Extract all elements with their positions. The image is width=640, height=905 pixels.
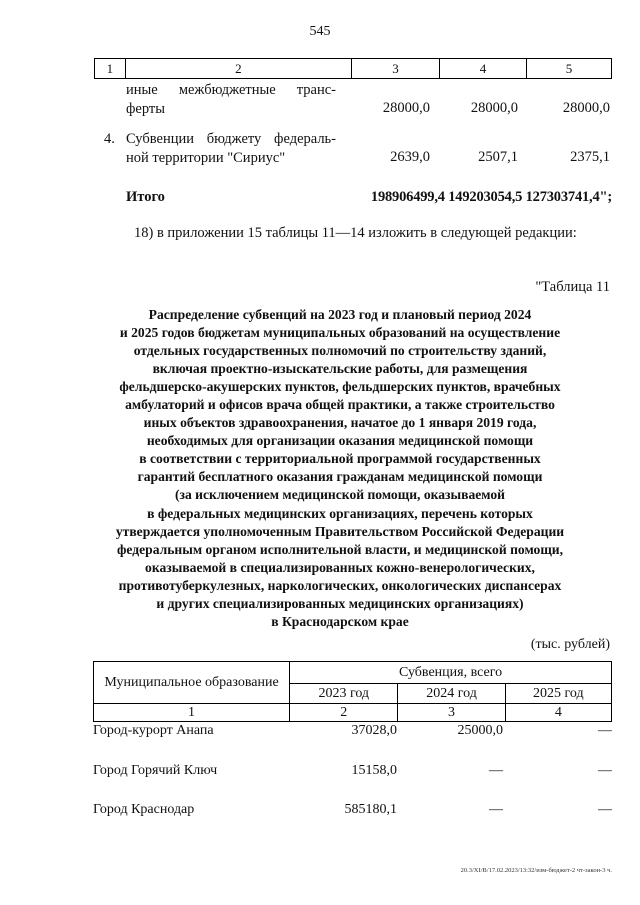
title-line: в соответствии с территориальной программой государственных	[139, 451, 541, 467]
title-line: и других специализированных медицинских организациях)	[156, 595, 524, 611]
title-line: и 2025 годов бюджетам муниципальных образований на осуществление	[119, 325, 561, 341]
title-line: (за исключением медицинской помощи, оказываемой	[175, 487, 505, 503]
municipality-name: Город-курорт Анапа	[93, 723, 214, 738]
value-2024: —	[489, 763, 503, 778]
title-line: фельдшерско-акушерских пунктов, фельдшерских пунктов, врачебных	[119, 379, 561, 395]
col-year-2024-header: 2024 год	[398, 684, 505, 704]
value-2023: 37028,0	[351, 723, 397, 738]
row1-label-line2: ферты	[126, 101, 165, 117]
title-line: в федеральных медицинских организациях, перечень которых	[147, 505, 533, 521]
value-2025: —	[598, 802, 612, 817]
index-col-2: 2	[290, 704, 398, 722]
title-line: в Краснодарском крае	[271, 613, 409, 629]
value-2023: 585180,1	[344, 802, 397, 817]
row1-value-2024: 28000,0	[470, 100, 518, 116]
continuation-table-header	[94, 58, 612, 79]
value-2023: 15158,0	[351, 763, 397, 778]
index-col-4: 4	[505, 704, 611, 722]
title-line: оказываемой в специализированных кожно-венерологических,	[145, 559, 535, 575]
value-2025: —	[598, 763, 612, 778]
title-line: амбулаторий и офисов врача общей практики, а также строительство	[125, 397, 555, 413]
subvention-table-header	[93, 661, 612, 722]
document-footer: 20.3/XI/В/17.02.2023/13:32/изм-бюджет-2 чт-закон-3 ч.	[460, 867, 612, 874]
title-line: необходимых для организации оказания медицинской помощи	[146, 433, 534, 449]
title-line: отдельных государственных полномочий по строительству зданий,	[133, 343, 547, 359]
title-line: гарантий бесплатного оказания гражданам медицинской помощи	[137, 469, 543, 485]
col-municipality-header: Муниципальное образование	[94, 662, 290, 704]
row2-value-2023: 2639,0	[390, 149, 430, 165]
table-title	[60, 306, 620, 631]
row2-value-2024: 2507,1	[478, 149, 518, 165]
header-col-4: 4	[439, 59, 526, 79]
total-values: 198906499,4 149203054,5 127303741,4";	[370, 189, 612, 205]
col-year-2023-header: 2023 год	[290, 684, 398, 704]
row1-value-2025: 28000,0	[562, 100, 610, 116]
row2-label-line1: Субвенции бюджету федераль-	[126, 131, 336, 147]
title-line: включая проектно-изыскательские работы, для размещения	[152, 361, 528, 377]
amendment-paragraph: 18) в приложении 15 таблицы 11—14 изложить в следующей редакции:	[134, 225, 577, 241]
municipality-name: Город Краснодар	[93, 802, 195, 817]
units-label: (тыс. рублей)	[530, 637, 610, 652]
title-line: противотуберкулезных, наркологических, онкологических диспансерах	[118, 577, 562, 593]
value-2024: 25000,0	[457, 723, 503, 738]
row1-value-2023: 28000,0	[382, 100, 430, 116]
municipality-name: Город Горячий Ключ	[93, 763, 218, 778]
title-line: федеральным органом исполнительной власти, и медицинской помощи,	[116, 541, 564, 557]
header-col-5: 5	[526, 59, 611, 79]
row1-label-line1: иные межбюджетные транс-	[126, 82, 336, 98]
row2-number: 4.	[104, 131, 115, 147]
page-number: 545	[309, 24, 331, 39]
header-col-1: 1	[95, 59, 126, 79]
title-line: Распределение субвенций на 2023 год и плановый период 2024	[148, 307, 532, 322]
title-line: иных объектов здравоохранения, начатое до 1 января 2019 года,	[143, 415, 537, 431]
value-2025: —	[598, 723, 612, 738]
col-year-2025-header: 2025 год	[505, 684, 611, 704]
total-label: Итого	[126, 189, 165, 205]
header-col-3: 3	[351, 59, 439, 79]
row2-label-line2: ной территории "Сириус"	[126, 150, 286, 166]
row2-value-2025: 2375,1	[570, 149, 610, 165]
col-group-header: Субвенция, всего	[290, 662, 612, 684]
title-line: утверждается уполномоченным Правительством Российской Федерации	[115, 523, 565, 539]
header-col-2: 2	[125, 59, 351, 79]
index-col-1: 1	[94, 704, 290, 722]
index-col-3: 3	[398, 704, 505, 722]
table-reference: "Таблица 11	[535, 279, 610, 295]
value-2024: —	[489, 802, 503, 817]
